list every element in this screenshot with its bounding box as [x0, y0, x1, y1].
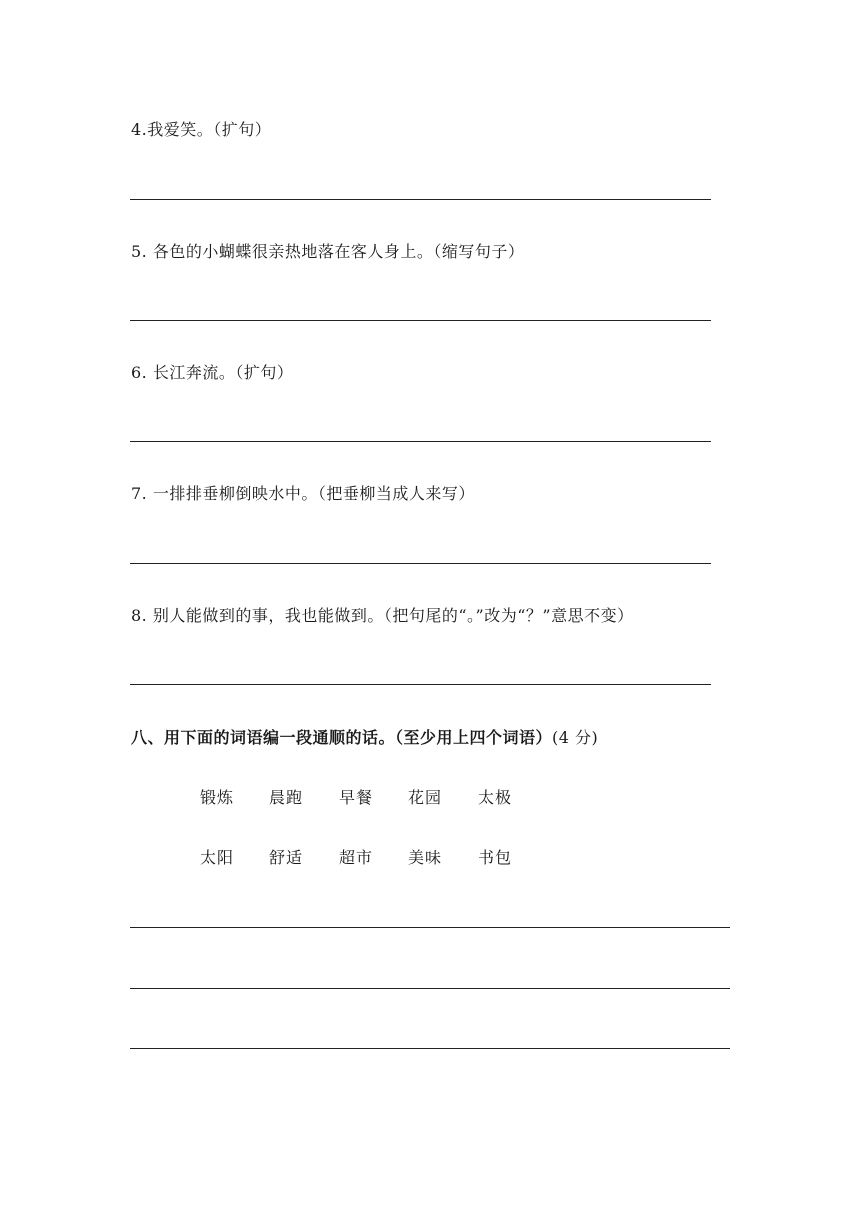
section-8-heading: [131, 728, 598, 748]
question-4: 4.我爱笑。（扩句）: [131, 120, 272, 139]
word-bank-item: 太阳: [200, 848, 235, 867]
section-8-score: (4 分): [552, 728, 599, 747]
word-bank-item: 太极: [478, 788, 513, 807]
word-bank-item: 超市: [339, 848, 374, 867]
word-bank-item: 晨跑: [269, 788, 304, 807]
word-bank-item: 早餐: [339, 788, 374, 807]
answer-line-5: [130, 320, 711, 321]
word-bank-item: 舒适: [269, 848, 304, 867]
answer-line-7: [130, 563, 711, 564]
question-6: 6. 长江奔流。（扩句）: [131, 363, 294, 382]
word-bank-item: 锻炼: [200, 788, 235, 807]
section-8-title: 八、用下面的词语编一段通顺的话。（至少用上四个词语）: [131, 728, 553, 747]
answer-line-8: [130, 684, 711, 685]
answer-line-4: [130, 199, 711, 200]
question-5: 5. 各色的小蝴蝶很亲热地落在客人身上。（缩写句子）: [131, 242, 525, 261]
answer-line-6: [130, 441, 711, 442]
word-bank-item: 美味: [408, 848, 443, 867]
question-7: 7. 一排排垂柳倒映水中。（把垂柳当成人来写）: [131, 484, 475, 503]
word-bank-item: 花园: [408, 788, 443, 807]
word-bank-item: 书包: [478, 848, 513, 867]
writing-line-1: [130, 927, 730, 928]
question-8: 8. 别人能做到的事，我也能做到。（把句尾的“。”改为“？”意思不变）: [131, 606, 634, 625]
writing-line-3: [130, 1048, 730, 1049]
writing-line-2: [130, 988, 730, 989]
